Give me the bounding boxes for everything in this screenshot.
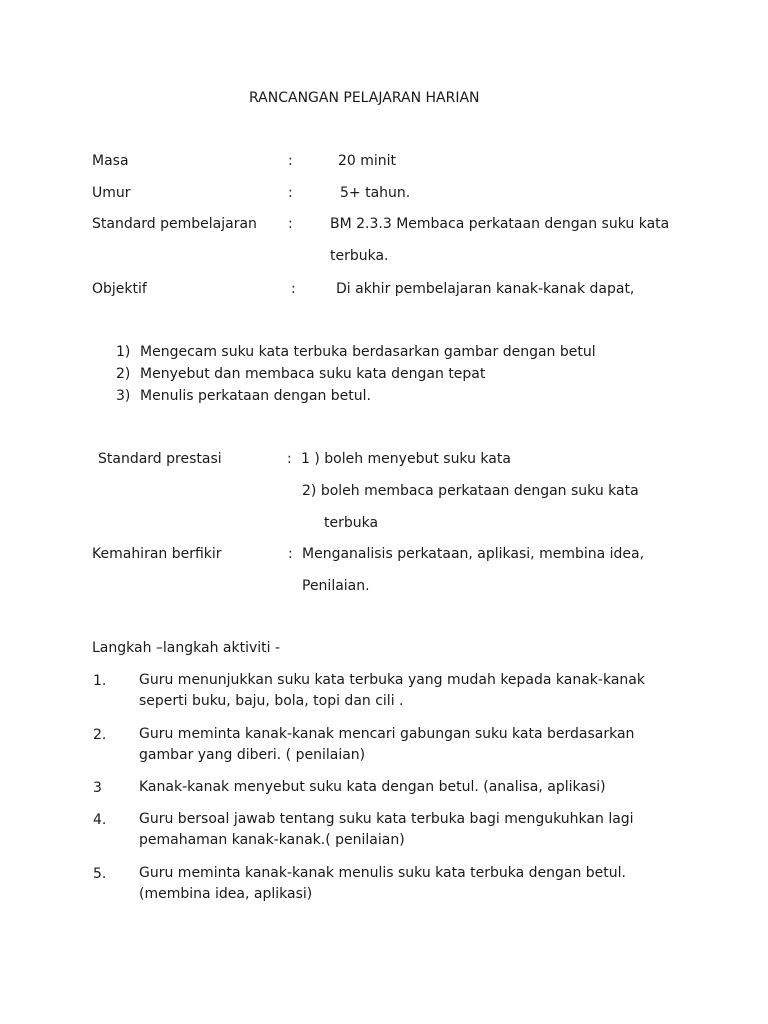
objective-text: Menulis perkataan dengan betul. — [140, 388, 371, 404]
step-text: Guru meminta kanak-kanak menulis suku kata terbuka dengan betul.(membina idea, aplikasi) — [139, 865, 626, 902]
standard-pembelajaran-colon: : — [288, 216, 293, 232]
objektif-label: Objektif — [92, 281, 147, 297]
step-text: Guru meminta kanak-kanak mencari gabungan suku kata berdasarkan gambar yang diberi. ( penilaian) — [139, 726, 635, 763]
step-number: 4. — [93, 812, 107, 828]
masa-value: 20 minit — [338, 153, 397, 169]
objektif-value: Di akhir pembelajaran kanak-kanak dapat, — [336, 281, 635, 297]
objective-text: Mengecam suku kata terbuka berdasarkan gambar dengan betul — [140, 344, 596, 360]
step-number: 3 — [93, 780, 102, 796]
kemahiran-berfikir-colon: : — [288, 546, 293, 562]
step-number: 2. — [93, 727, 107, 743]
page-title: RANCANGAN PELAJARAN HARIAN — [249, 90, 480, 106]
standard-prestasi-colon: : — [287, 451, 292, 467]
umur-colon: : — [288, 185, 293, 201]
standard-prestasi-item: 2) boleh membaca perkataan dengan suku kata — [302, 483, 639, 499]
kemahiran-berfikir-label: Kemahiran berfikir — [92, 546, 222, 562]
objective-number: 2) — [116, 366, 131, 382]
standard-pembelajaran-value: BM 2.3.3 Membaca perkataan dengan suku kata — [330, 216, 670, 232]
standard-prestasi-item-cont: terbuka — [324, 515, 379, 531]
objective-number: 3) — [116, 388, 131, 404]
step-text: Kanak-kanak menyebut suku kata dengan betul. (analisa, aplikasi) — [139, 779, 606, 795]
standard-prestasi-label: Standard prestasi — [98, 451, 222, 467]
step-text: Guru menunjukkan suku kata terbuka yang mudah kepada kanak-kanak seperti buku, baju, bola, topi dan cili . — [139, 672, 645, 709]
masa-colon: : — [288, 153, 293, 169]
umur-label: Umur — [92, 185, 131, 201]
objective-number: 1) — [116, 344, 131, 360]
objektif-colon: : — [291, 281, 296, 297]
objective-text: Menyebut dan membaca suku kata dengan tepat — [140, 366, 486, 382]
kemahiran-berfikir-value: Menganalisis perkataan, aplikasi, membina idea, — [302, 546, 645, 562]
masa-label: Masa — [92, 153, 129, 169]
umur-value: 5+ tahun. — [340, 185, 411, 201]
standard-pembelajaran-value-cont: terbuka. — [330, 248, 389, 264]
step-number: 1. — [93, 673, 107, 689]
standard-prestasi-item: 1 ) boleh menyebut suku kata — [301, 451, 511, 467]
step-number: 5. — [93, 866, 107, 882]
step-text: Guru bersoal jawab tentang suku kata terbuka bagi mengukuhkan lagi pemahaman kanak-kanak.( penilaian) — [139, 811, 634, 848]
langkah-heading: Langkah –langkah aktiviti - — [92, 640, 281, 656]
standard-pembelajaran-label: Standard pembelajaran — [92, 216, 257, 232]
kemahiran-berfikir-value-cont: Penilaian. — [302, 578, 370, 594]
